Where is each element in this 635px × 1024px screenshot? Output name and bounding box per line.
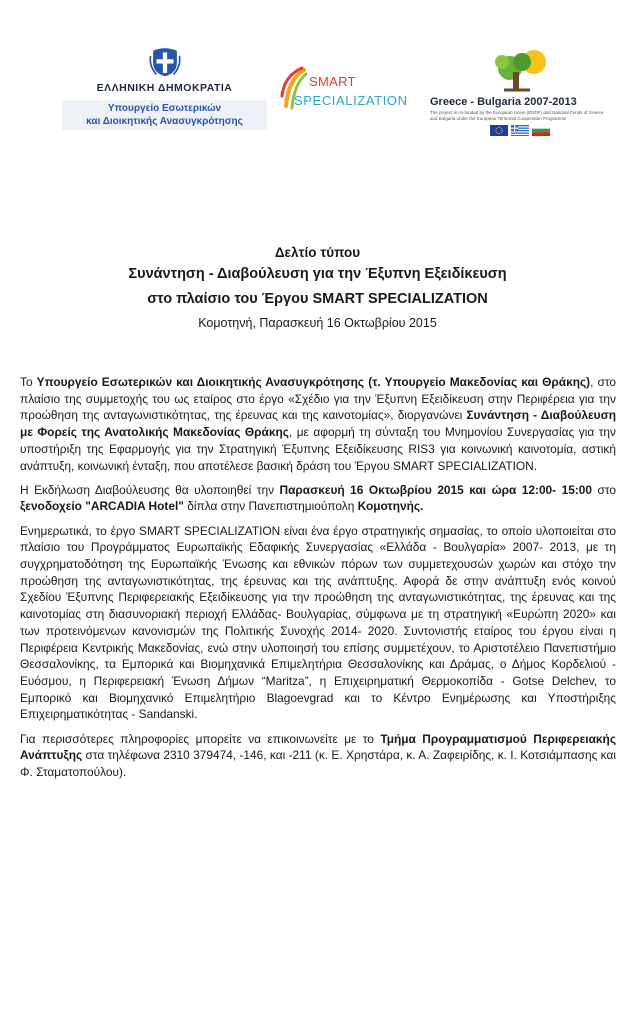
- government-title: ΕΛΛΗΝΙΚΗ ΔΗΜΟΚΡΑΤΙΑ: [96, 82, 233, 94]
- text: Ενημερωτικά, το έργο SMART SPECIALIZATION είναι ένα έργο στρατηγικής σημασίας, το οποίο υλοποιείται στο πλαίσιο του Προγράμματος Ευρωπαϊκής Εδαφικής Συνεργασίας «Ελλάδα - Βουλγαρία» 2007- 2013, με τη συγχρηματοδότηση της Ευρωπαϊκής Ένωσης και εθνικών πόρων των συμμετεχουσών χωρών και στόχο την προώθηση της ανταγωνιστικότητας, της έρευνας και της ανάπτυξης. Αφορά δε στην ανάπτυξη ενός κοινού Σχεδίου Έξυπνης Περιφερειακής Εξειδίκευσης για την προώθηση της ανταγωνιστικότητας, της έρευνας και της καινοτομίας στη διασυνοριακή περιοχή Ελλάδας- Βουλγαρίας, σύμφωνα με τη στρατηγική «Ευρώπη 2020» και των προτεινόμενων κανονισμών της Πολιτικής Συνοχής 2014- 2020. Συντονιστής εταίρος του έργου είναι η Περιφέρεια Κεντρικής Μακεδονίας, ενώ στην υλοποιησή του επίσης συμμετέχουν, το Αριστοτέλειο Πανεπιστήμιο Θεσσαλονίκης, τα Εμπορικά και Βιομηχανικά Επιμελητήρια Θεσσαλονίκης και Δράμας, ο Δήμος Κορδελιού - Ευόσμου, η Περιφερειακή Ένωση Δήμων “Maritza”, η Επιχειρηματική Θερμοκοπίδα - Gotse Delchev, το Εμπορικό και Βιομηχανικό Επιμελητήριο Blagoevgrad και το Κέντρο Ενημέρωσης και Υποστήριξης Επιχειρηματικότητας - Sandanski.: [20, 523, 616, 722]
- header-logos: [0, 0, 635, 150]
- paragraph-2: [20, 482, 616, 515]
- bold-text: Συνάντηση - Διαβούλευση με Φορείς της Ανατολικής Μακεδονίας Θράκης: [20, 408, 616, 440]
- bold-text: Τμήμα Προγραμματισμού Περιφερειακής Ανάπτυξης: [20, 731, 617, 763]
- smart-specialization-logo: [280, 66, 430, 116]
- bold-text: Παρασκευή 16 Οκτωβρίου 2015 και ώρα 12:00- 15:00: [279, 482, 593, 497]
- ministry-name: [62, 100, 267, 130]
- text: , στο πλαίσιο της συμμετοχής του ως εταίρος στο έργο «Σχέδιο για την Έξυπνη Εξειδίκευση στην Περιφέρεια για την προώθηση της ανταγωνιστικότητας, της έρευνας και της καινοτομίας», διοργανώνει: [20, 375, 616, 423]
- greek-emblem-icon: [148, 44, 182, 78]
- text: στο: [592, 482, 616, 497]
- smart-word: SMART: [309, 74, 356, 89]
- bold-text: Υπουργείο Εσωτερικών και Διοικητικής Ανασυγκρότησης (τ. Υπουργείο Μακεδονίας και Θράκης): [36, 375, 591, 389]
- ministry-line-1: Υπουργείο Εσωτερικών: [107, 103, 222, 114]
- text: Το: [20, 375, 37, 389]
- press-release-label: Δελτίο τύπου: [274, 245, 361, 260]
- greece-bulgaria-logo: [430, 48, 620, 136]
- bold-text: Κομοτηνής.: [357, 499, 424, 514]
- press-release-title-block: [0, 243, 635, 333]
- paragraph-3: [20, 523, 616, 723]
- dateline: Κομοτηνή, Παρασκευή 16 Οκτωβρίου 2015: [198, 316, 437, 330]
- tree-logo-icon: [488, 48, 550, 94]
- headline-line-1: Συνάντηση - Διαβούλευση για την Έξυπνη Εξειδίκευση: [128, 266, 507, 282]
- greece-bulgaria-title: Greece - Bulgaria 2007-2013: [430, 96, 577, 108]
- bold-text: ξενοδοχείο "ARCADIA Hotel": [20, 499, 184, 514]
- ministry-line-2: και Διοικητικής Ανασυγκρότησης: [86, 116, 243, 127]
- greek-flag-icon: [511, 125, 529, 136]
- eu-flag-icon: [490, 125, 508, 136]
- text: , με αφορμή τη σύνταξη του Μνημονίου Συνεργασίας για την υποστήριξη της Εφαρμογής για την Στρατηγική Έξυπνης Εξειδίκευσης RIS3 για κοινωνική καινοτομία, αστική ανάπτυξη, κοινωνική ένταξη, που αποτέλεσε βασική δράση του Έργου SMART SPECIALIZATION.: [20, 425, 616, 473]
- flag-row: [490, 125, 620, 136]
- paragraph-1: [20, 374, 616, 474]
- text: Για περισσότερες πληροφορίες μπορείτε να επικοινωνείτε με το: [20, 731, 381, 746]
- press-release-body: [20, 374, 616, 788]
- specialization-word: SPECIALIZATION: [294, 93, 408, 108]
- headline-line-2: στο πλαίσιο του Έργου SMART SPECIALIZATION: [147, 291, 488, 307]
- text: Η Εκδήλωση Διαβούλευσης θα υλοποιηθεί την: [20, 482, 280, 497]
- text: στα τηλέφωνα 2310 379474, -146, και -211 (κ. Ε. Χρηστάρα, κ. Α. Ζαφειρίδης, κ. Ι. Κοτσιάμπασης και Φ. Σταματοπούλου).: [20, 748, 616, 779]
- bulgarian-flag-icon: [532, 125, 550, 136]
- paragraph-4: [20, 731, 616, 781]
- greek-government-logo: [62, 44, 267, 130]
- co-funding-note: The project is co-funded by the European Union (ERDF) and National Funds of Greece and Bulgaria under the European Territorial Cooperation Programme: [430, 110, 604, 121]
- text: δίπλα στην Πανεπιστημιούπολη: [183, 499, 358, 514]
